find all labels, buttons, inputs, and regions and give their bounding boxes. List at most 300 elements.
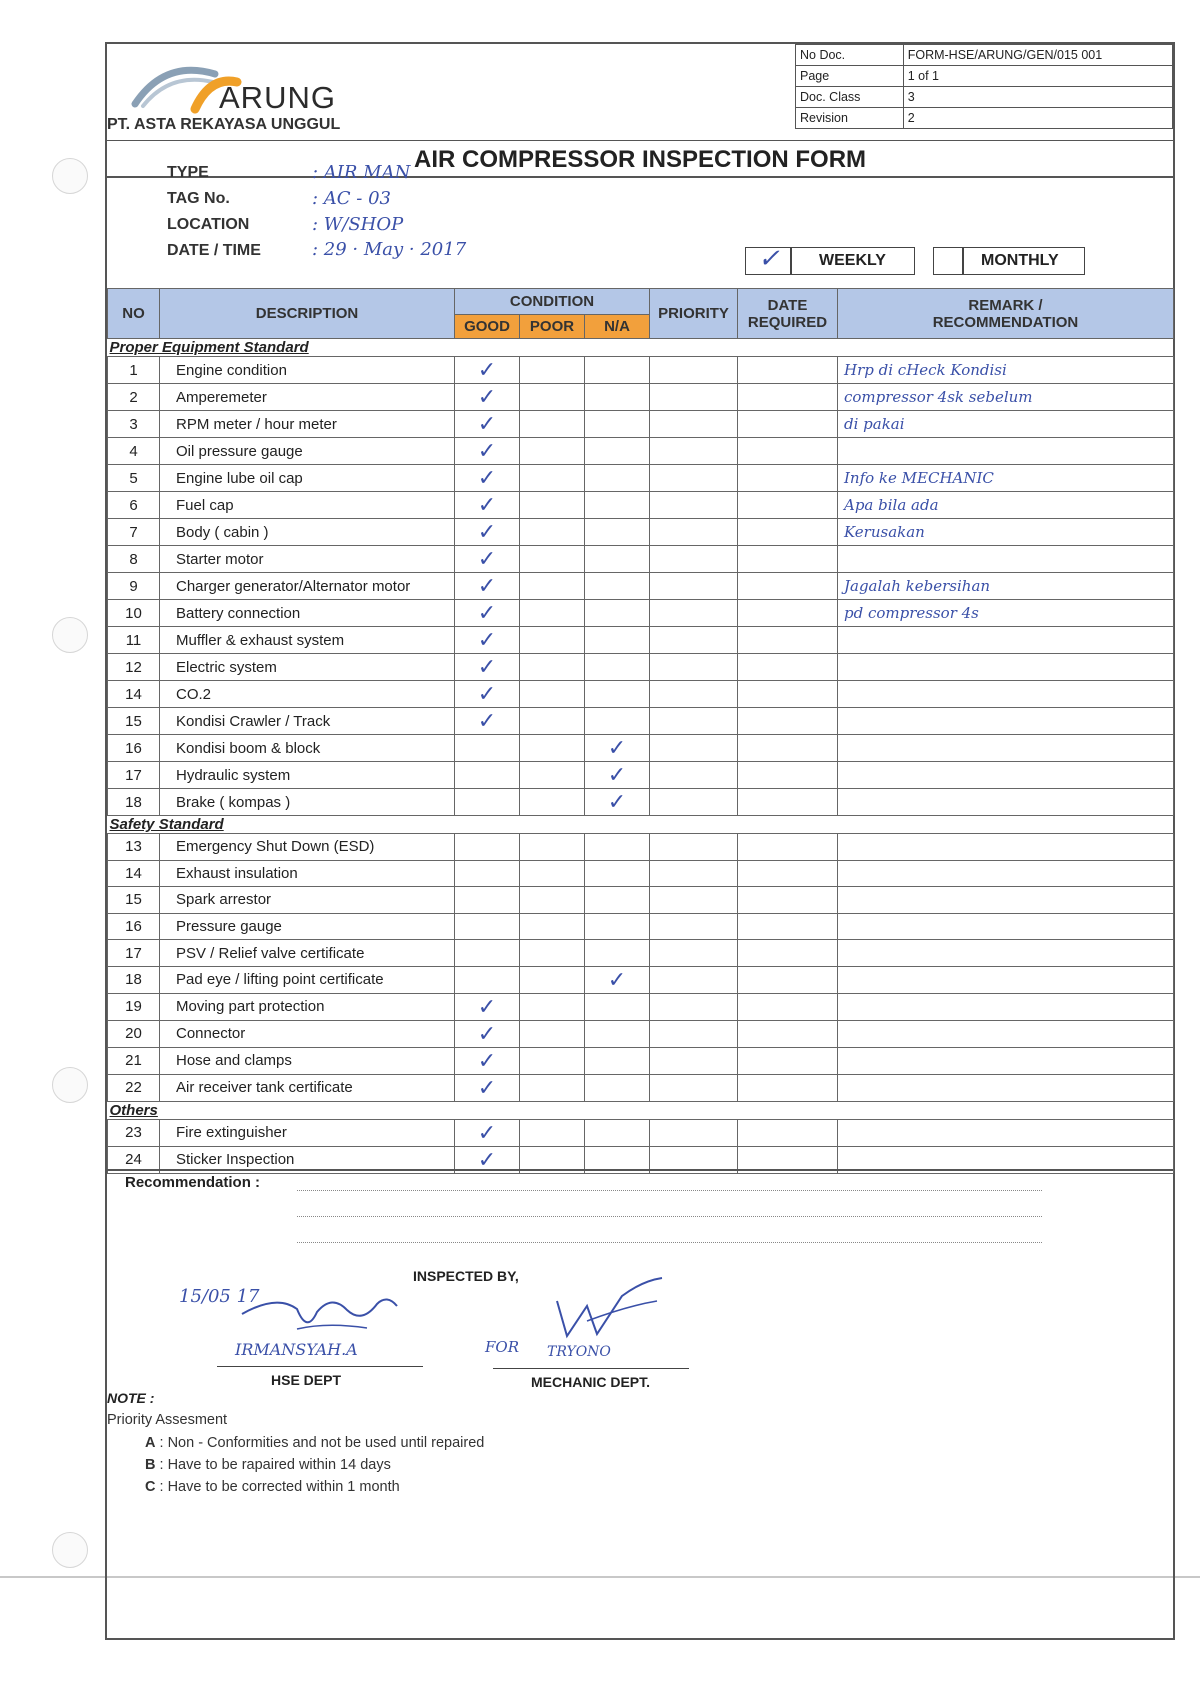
poor-check-cell[interactable]	[520, 546, 585, 573]
poor-check-cell[interactable]	[520, 993, 585, 1020]
priority-cell[interactable]	[650, 887, 738, 914]
weekly-checkbox[interactable]	[745, 244, 791, 275]
col-description-header: DESCRIPTION	[160, 289, 455, 339]
item-description: Brake ( kompas )	[160, 789, 455, 816]
date-required-cell[interactable]	[738, 913, 838, 940]
na-check-cell[interactable]	[585, 834, 650, 861]
poor-check-cell[interactable]	[520, 887, 585, 914]
table-row	[108, 546, 1174, 573]
date-required-cell[interactable]	[738, 887, 838, 914]
item-number: 11	[108, 627, 160, 654]
table-row	[108, 993, 1174, 1020]
good-check-cell[interactable]	[455, 789, 520, 816]
good-check-cell[interactable]	[455, 762, 520, 789]
document-info-table	[795, 44, 1173, 129]
logo-name: ARUNG	[219, 80, 336, 115]
priority-cell[interactable]	[650, 411, 738, 438]
punch-hole-2	[52, 617, 88, 653]
poor-check-cell[interactable]	[520, 789, 585, 816]
good-check-cell[interactable]: ✓	[455, 519, 520, 546]
date-required-cell[interactable]	[738, 465, 838, 492]
monthly-checkbox[interactable]	[933, 247, 963, 275]
tag-value: : AC - 03	[312, 188, 391, 209]
poor-check-cell[interactable]	[520, 600, 585, 627]
good-check-cell[interactable]: ✓	[455, 1020, 520, 1047]
priority-cell[interactable]	[650, 357, 738, 384]
na-check-cell[interactable]	[585, 993, 650, 1020]
good-check-cell[interactable]	[455, 860, 520, 887]
date-value: : 29 · May · 2017	[312, 239, 467, 260]
na-check-cell[interactable]	[585, 546, 650, 573]
priority-cell[interactable]	[650, 1074, 738, 1101]
good-check-cell[interactable]: ✓	[455, 1119, 520, 1146]
col-poor-header: POOR	[520, 315, 585, 339]
table-row	[108, 600, 1174, 627]
date-required-cell[interactable]	[738, 834, 838, 861]
priority-cell[interactable]	[650, 834, 738, 861]
date-required-cell[interactable]	[738, 735, 838, 762]
priority-cell[interactable]	[650, 708, 738, 735]
priority-cell[interactable]	[650, 492, 738, 519]
mechanic-signature-icon	[547, 1276, 677, 1346]
poor-check-cell[interactable]	[520, 940, 585, 967]
good-check-cell[interactable]: ✓	[455, 357, 520, 384]
item-description: Fuel cap	[160, 492, 455, 519]
remark-cell[interactable]	[838, 993, 1174, 1020]
priority-c-key: C	[145, 1479, 156, 1495]
item-number: 7	[108, 519, 160, 546]
form-header	[107, 44, 1173, 144]
item-number: 4	[108, 438, 160, 465]
date-required-cell[interactable]	[738, 993, 838, 1020]
item-number: 9	[108, 573, 160, 600]
note-title: NOTE :	[107, 1390, 155, 1406]
date-header-line1: DATE	[767, 296, 808, 314]
punch-hole-3	[52, 1067, 88, 1103]
priority-b	[145, 1457, 391, 1473]
item-description: Pressure gauge	[160, 913, 455, 940]
poor-check-cell[interactable]	[520, 834, 585, 861]
table-row	[108, 1020, 1174, 1047]
poor-check-cell[interactable]	[520, 708, 585, 735]
remark-cell[interactable]	[838, 1020, 1174, 1047]
item-description: Kondisi Crawler / Track	[160, 708, 455, 735]
table-bottom-divider	[107, 1169, 1173, 1171]
item-description: Electric system	[160, 654, 455, 681]
remark-cell[interactable]: Info ke MECHANIC	[838, 465, 1174, 492]
na-check-cell[interactable]	[585, 438, 650, 465]
date-required-cell[interactable]	[738, 966, 838, 993]
good-check-cell[interactable]: ✓	[455, 411, 520, 438]
mechanic-for-prefix: FOR	[485, 1338, 519, 1356]
table-row	[108, 834, 1174, 861]
good-check-cell[interactable]	[455, 887, 520, 914]
good-check-cell[interactable]	[455, 966, 520, 993]
table-row	[108, 789, 1174, 816]
remark-cell[interactable]: Hrp di cHeck Kondisi	[838, 357, 1174, 384]
na-check-cell[interactable]	[585, 519, 650, 546]
na-check-cell[interactable]: ✓	[585, 966, 650, 993]
date-required-cell[interactable]	[738, 384, 838, 411]
good-check-cell[interactable]: ✓	[455, 654, 520, 681]
item-number: 1	[108, 357, 160, 384]
priority-cell[interactable]	[650, 860, 738, 887]
table-row	[108, 966, 1174, 993]
table-row	[108, 681, 1174, 708]
remark-cell[interactable]	[838, 1074, 1174, 1101]
table-row	[108, 860, 1174, 887]
date-label: DATE / TIME	[167, 242, 261, 259]
mechanic-dept-label: MECHANIC DEPT.	[531, 1374, 651, 1390]
mechanic-signature-line	[493, 1368, 689, 1369]
priority-cell[interactable]	[650, 993, 738, 1020]
na-check-cell[interactable]	[585, 1047, 650, 1074]
na-check-cell[interactable]: ✓	[585, 789, 650, 816]
good-check-cell[interactable]: ✓	[455, 708, 520, 735]
priority-cell[interactable]	[650, 913, 738, 940]
na-check-cell[interactable]	[585, 573, 650, 600]
item-number: 17	[108, 762, 160, 789]
remark-cell[interactable]	[838, 860, 1174, 887]
na-check-cell[interactable]	[585, 411, 650, 438]
remark-cell[interactable]	[838, 627, 1174, 654]
table-row	[108, 1047, 1174, 1074]
date-required-cell[interactable]	[738, 1074, 838, 1101]
item-description: CO.2	[160, 681, 455, 708]
na-check-cell[interactable]	[585, 600, 650, 627]
priority-cell[interactable]	[650, 384, 738, 411]
good-check-cell[interactable]	[455, 913, 520, 940]
item-description: Sticker Inspection	[160, 1146, 455, 1173]
poor-check-cell[interactable]	[520, 681, 585, 708]
date-required-cell[interactable]	[738, 519, 838, 546]
hse-signature-date: 15/05 17	[179, 1286, 260, 1307]
date-required-cell[interactable]	[738, 573, 838, 600]
item-number: 14	[108, 681, 160, 708]
item-number: 13	[108, 834, 160, 861]
good-check-cell[interactable]: ✓	[455, 546, 520, 573]
remark-cell[interactable]	[838, 735, 1174, 762]
revision-label: Revision	[796, 108, 904, 129]
date-required-cell[interactable]	[738, 789, 838, 816]
page-label: Page	[796, 66, 904, 87]
poor-check-cell[interactable]	[520, 519, 585, 546]
remark-cell[interactable]	[838, 789, 1174, 816]
na-check-cell[interactable]	[585, 492, 650, 519]
item-number: 17	[108, 940, 160, 967]
priority-cell[interactable]	[650, 1020, 738, 1047]
na-check-cell[interactable]	[585, 1020, 650, 1047]
col-no-header: NO	[108, 289, 160, 339]
item-number: 18	[108, 966, 160, 993]
hse-signature-line	[217, 1366, 423, 1367]
priority-cell[interactable]	[650, 789, 738, 816]
remark-cell[interactable]: compressor 4sk sebelum	[838, 384, 1174, 411]
item-number: 16	[108, 913, 160, 940]
na-check-cell[interactable]	[585, 384, 650, 411]
section-title: Safety Standard	[108, 816, 1174, 834]
col-priority-header: PRIORITY	[650, 289, 738, 339]
priority-cell[interactable]	[650, 465, 738, 492]
hse-dept-label: HSE DEPT	[271, 1372, 342, 1388]
section-row	[108, 816, 1174, 834]
na-check-cell[interactable]: ✓	[585, 735, 650, 762]
table-row	[108, 357, 1174, 384]
remark-cell[interactable]	[838, 546, 1174, 573]
poor-check-cell[interactable]	[520, 735, 585, 762]
table-row	[108, 411, 1174, 438]
weekly-check-mark: ✓	[758, 244, 780, 274]
good-check-cell[interactable]: ✓	[455, 1146, 520, 1173]
company-name: PT. ASTA REKAYASA UNGGUL	[107, 116, 341, 133]
priority-title: Priority Assesment	[107, 1412, 228, 1428]
good-check-cell[interactable]: ✓	[455, 681, 520, 708]
priority-b-key: B	[145, 1457, 156, 1473]
table-row	[108, 708, 1174, 735]
date-required-cell[interactable]	[738, 1119, 838, 1146]
priority-cell[interactable]	[650, 681, 738, 708]
item-description: RPM meter / hour meter	[160, 411, 455, 438]
na-check-cell[interactable]	[585, 887, 650, 914]
na-check-cell[interactable]	[585, 913, 650, 940]
poor-check-cell[interactable]	[520, 966, 585, 993]
doc-class-value: 3	[903, 87, 1172, 108]
doc-no-label: No Doc.	[796, 45, 904, 66]
table-row	[108, 887, 1174, 914]
date-required-cell[interactable]	[738, 860, 838, 887]
item-description: Engine lube oil cap	[160, 465, 455, 492]
item-description: Hydraulic system	[160, 762, 455, 789]
inspection-table	[107, 288, 1174, 1174]
item-number: 19	[108, 993, 160, 1020]
recommendation-label: Recommendation :	[125, 1174, 261, 1191]
na-check-cell[interactable]	[585, 357, 650, 384]
na-check-cell[interactable]	[585, 654, 650, 681]
revision-value: 2	[903, 108, 1172, 129]
poor-check-cell[interactable]	[520, 762, 585, 789]
good-check-cell[interactable]: ✓	[455, 492, 520, 519]
item-description: Air receiver tank certificate	[160, 1074, 455, 1101]
poor-check-cell[interactable]	[520, 573, 585, 600]
item-number: 3	[108, 411, 160, 438]
remark-cell[interactable]	[838, 1047, 1174, 1074]
col-remark-header	[838, 289, 1174, 339]
item-number: 23	[108, 1119, 160, 1146]
poor-check-cell[interactable]	[520, 913, 585, 940]
remark-cell[interactable]	[838, 762, 1174, 789]
item-description: PSV / Relief valve certificate	[160, 940, 455, 967]
item-number: 21	[108, 1047, 160, 1074]
priority-cell[interactable]	[650, 546, 738, 573]
priority-cell[interactable]	[650, 600, 738, 627]
section-row	[108, 1101, 1174, 1119]
table-row	[108, 735, 1174, 762]
item-number: 15	[108, 708, 160, 735]
table-row	[108, 1119, 1174, 1146]
priority-a-text: : Non - Conformities and not be used until repaired	[159, 1435, 485, 1451]
na-check-cell[interactable]	[585, 465, 650, 492]
item-description: Engine condition	[160, 357, 455, 384]
poor-check-cell[interactable]	[520, 1047, 585, 1074]
remark-cell[interactable]	[838, 913, 1174, 940]
remark-cell[interactable]: pd compressor 4s	[838, 600, 1174, 627]
priority-cell[interactable]	[650, 1047, 738, 1074]
good-check-cell[interactable]	[455, 940, 520, 967]
inspection-form	[105, 42, 1175, 1640]
item-description: Spark arrestor	[160, 887, 455, 914]
poor-check-cell[interactable]	[520, 411, 585, 438]
remark-cell[interactable]: di pakai	[838, 411, 1174, 438]
priority-cell[interactable]	[650, 940, 738, 967]
date-required-cell[interactable]	[738, 681, 838, 708]
poor-check-cell[interactable]	[520, 465, 585, 492]
remark-cell[interactable]	[838, 438, 1174, 465]
tag-label: TAG No.	[167, 190, 230, 207]
date-required-cell[interactable]	[738, 627, 838, 654]
table-row	[108, 492, 1174, 519]
priority-cell[interactable]	[650, 735, 738, 762]
poor-check-cell[interactable]	[520, 384, 585, 411]
good-check-cell[interactable]: ✓	[455, 1074, 520, 1101]
remark-cell[interactable]	[838, 940, 1174, 967]
remark-header-line1: REMARK /	[968, 296, 1043, 314]
section-title: Proper Equipment Standard	[108, 339, 1174, 357]
item-number: 15	[108, 887, 160, 914]
date-required-cell[interactable]	[738, 438, 838, 465]
monthly-label: MONTHLY	[981, 252, 1059, 269]
good-check-cell[interactable]: ✓	[455, 600, 520, 627]
poor-check-cell[interactable]	[520, 357, 585, 384]
date-required-cell[interactable]	[738, 1047, 838, 1074]
hse-signature-icon	[237, 1284, 417, 1344]
item-number: 18	[108, 789, 160, 816]
item-description: Pad eye / lifting point certificate	[160, 966, 455, 993]
priority-cell[interactable]	[650, 627, 738, 654]
na-check-cell[interactable]	[585, 940, 650, 967]
priority-cell[interactable]	[650, 519, 738, 546]
item-number: 24	[108, 1146, 160, 1173]
item-description: Charger generator/Alternator motor	[160, 573, 455, 600]
priority-a-key: A	[145, 1435, 156, 1451]
poor-check-cell[interactable]	[520, 654, 585, 681]
item-number: 22	[108, 1074, 160, 1101]
date-required-cell[interactable]	[738, 600, 838, 627]
remark-cell[interactable]	[838, 654, 1174, 681]
table-row	[108, 627, 1174, 654]
date-required-cell[interactable]	[738, 492, 838, 519]
item-description: Fire extinguisher	[160, 1119, 455, 1146]
table-row	[108, 519, 1174, 546]
recommendation-line-2	[297, 1216, 1042, 1217]
na-check-cell[interactable]	[585, 860, 650, 887]
priority-c	[145, 1479, 400, 1495]
na-check-cell[interactable]	[585, 1119, 650, 1146]
punch-hole-4	[52, 1532, 88, 1568]
priority-cell[interactable]	[650, 573, 738, 600]
table-row	[108, 384, 1174, 411]
priority-a	[145, 1435, 484, 1451]
poor-check-cell[interactable]	[520, 492, 585, 519]
hse-inspector-name: IRMANSYAH.A	[235, 1340, 358, 1359]
date-required-cell[interactable]	[738, 357, 838, 384]
item-description: Moving part protection	[160, 993, 455, 1020]
priority-cell[interactable]	[650, 966, 738, 993]
poor-check-cell[interactable]	[520, 627, 585, 654]
na-check-cell[interactable]: ✓	[585, 762, 650, 789]
item-description: Battery connection	[160, 600, 455, 627]
na-check-cell[interactable]	[585, 681, 650, 708]
good-check-cell[interactable]: ✓	[455, 573, 520, 600]
date-required-cell[interactable]	[738, 940, 838, 967]
item-number: 14	[108, 860, 160, 887]
good-check-cell[interactable]: ✓	[455, 993, 520, 1020]
poor-check-cell[interactable]	[520, 1074, 585, 1101]
item-description: Connector	[160, 1020, 455, 1047]
weekly-label: WEEKLY	[819, 252, 886, 269]
table-row	[108, 465, 1174, 492]
remark-cell[interactable]: Kerusakan	[838, 519, 1174, 546]
na-check-cell[interactable]	[585, 708, 650, 735]
priority-cell[interactable]	[650, 1119, 738, 1146]
item-description: Oil pressure gauge	[160, 438, 455, 465]
date-required-cell[interactable]	[738, 762, 838, 789]
date-required-cell[interactable]	[738, 1020, 838, 1047]
good-check-cell[interactable]: ✓	[455, 384, 520, 411]
remark-cell[interactable]	[838, 966, 1174, 993]
na-check-cell[interactable]	[585, 627, 650, 654]
remark-cell[interactable]	[838, 887, 1174, 914]
poor-check-cell[interactable]	[520, 860, 585, 887]
good-check-cell[interactable]: ✓	[455, 627, 520, 654]
priority-cell[interactable]	[650, 762, 738, 789]
remark-cell[interactable]	[838, 681, 1174, 708]
remark-header-line2: RECOMMENDATION	[932, 313, 1079, 331]
good-check-cell[interactable]	[455, 834, 520, 861]
poor-check-cell[interactable]	[520, 438, 585, 465]
priority-cell[interactable]	[650, 654, 738, 681]
remark-cell[interactable]	[838, 708, 1174, 735]
poor-check-cell[interactable]	[520, 1119, 585, 1146]
type-value: : AIR MAN	[312, 162, 411, 183]
date-required-cell[interactable]	[738, 654, 838, 681]
section-title: Others	[108, 1101, 1174, 1119]
item-number: 16	[108, 735, 160, 762]
remark-cell[interactable]: Jagalah kebersihan	[838, 573, 1174, 600]
table-row	[108, 1074, 1174, 1101]
date-header-line2: REQUIRED	[747, 313, 828, 331]
inspection-table-body	[108, 339, 1174, 1174]
good-check-cell[interactable]: ✓	[455, 465, 520, 492]
poor-check-cell[interactable]	[520, 1020, 585, 1047]
item-number: 6	[108, 492, 160, 519]
remark-cell[interactable]: Apa bila ada	[838, 492, 1174, 519]
item-number: 2	[108, 384, 160, 411]
item-description: Starter motor	[160, 546, 455, 573]
date-required-cell[interactable]	[738, 411, 838, 438]
priority-cell[interactable]	[650, 438, 738, 465]
remark-cell[interactable]	[838, 834, 1174, 861]
col-condition-header: CONDITION	[455, 289, 650, 315]
inspected-by-label: INSPECTED BY,	[413, 1268, 519, 1284]
na-check-cell[interactable]	[585, 1074, 650, 1101]
item-description: Hose and clamps	[160, 1047, 455, 1074]
good-check-cell[interactable]	[455, 735, 520, 762]
date-required-cell[interactable]	[738, 546, 838, 573]
remark-cell[interactable]	[838, 1119, 1174, 1146]
date-required-cell[interactable]	[738, 708, 838, 735]
good-check-cell[interactable]: ✓	[455, 1047, 520, 1074]
good-check-cell[interactable]: ✓	[455, 438, 520, 465]
